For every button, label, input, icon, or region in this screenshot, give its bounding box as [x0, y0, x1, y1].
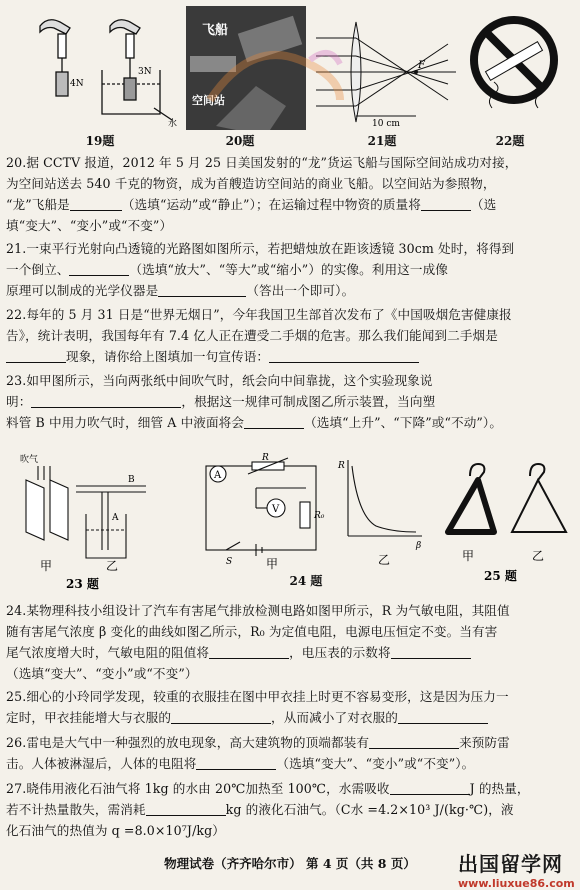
answer-blank[interactable] — [390, 782, 470, 795]
answer-blank[interactable] — [196, 757, 276, 770]
page-footer: 物理试卷（齐齐哈尔市） 第 4 页（共 8 页） — [164, 856, 416, 871]
q25-line2-b: ，从而减小了对衣服的 — [271, 710, 398, 725]
figure-21 — [316, 20, 456, 130]
figure-25-hangers — [440, 456, 576, 586]
figure-24-circuit — [196, 452, 336, 572]
answer-blank[interactable] — [6, 350, 66, 363]
q27-line1-b: J 的热量， — [469, 781, 530, 796]
label-beta: β — [416, 541, 422, 551]
label-water: 水 — [168, 119, 178, 128]
caption-22: 22题 — [495, 134, 525, 148]
q21-line1: 21.一束平行光射向凸透镜的光路图如图所示，若把蜡烛放在距该透镜 30cm 处时，将得到 — [6, 241, 515, 256]
site-logo[interactable] — [458, 848, 576, 890]
q23-line2: 明： — [6, 394, 32, 409]
question-25 — [6, 686, 574, 728]
label-jia-25: 甲 — [462, 549, 475, 563]
caption-20: 20题 — [225, 134, 255, 148]
answer-blank[interactable] — [209, 646, 289, 659]
q26-line1: 26.雷电是大气中一种强烈的放电现象，高大建筑物的顶端都装有 — [6, 735, 370, 750]
q23-line3: 料管 B 中用力吹气时，细管 A 中液面将会 — [6, 415, 245, 430]
q20-line1: 20.据 CCTV 报道，2012 年 5 月 25 日美国发射的“龙”货运飞船与国际空间站成功对接， — [6, 155, 518, 170]
label-voltmeter: V — [272, 504, 280, 515]
q21-line3: 原理可以制成的光学仪器是 — [6, 283, 159, 298]
q21-line2: 一个倒立、 — [6, 262, 70, 277]
answer-blank[interactable] — [171, 711, 271, 724]
label-4n: 4N — [70, 79, 84, 89]
label-blow: 吹气 — [20, 455, 39, 465]
answer-blank[interactable] — [421, 198, 471, 211]
answer-blank[interactable] — [369, 736, 459, 749]
label-3n: 3N — [138, 67, 152, 77]
q24-line3: 尾气浓度增大时，气敏电阻的阻值将 — [6, 645, 210, 660]
label-r: R — [262, 453, 269, 463]
q27-line2: 若不计热量散失，需消耗 — [6, 802, 146, 817]
label-ship: 飞船 — [202, 23, 229, 38]
answer-blank[interactable] — [244, 416, 304, 429]
label-station: 空间站 — [192, 94, 225, 107]
q23-line2-b: ，根据这一规律可制成图乙所示装置，当向塑 — [181, 394, 436, 409]
question-27 — [6, 778, 574, 841]
label-yi-25: 乙 — [532, 549, 545, 563]
label-jia-24: 甲 — [266, 557, 279, 571]
label-yi: 乙 — [106, 559, 119, 573]
q21-line2-b: （选填“放大”、“等大”或“缩小”）的实像。利用这一成像 — [129, 262, 448, 277]
answer-blank[interactable] — [146, 803, 226, 816]
q20-line4: 填“变大”、“变小”或“不变”） — [6, 218, 173, 233]
q20-line3-c: （选 — [470, 197, 497, 212]
q26-line1-b: 来预防雷 — [459, 735, 510, 750]
label-distance: 10 cm — [372, 119, 400, 129]
q26-line2: 击。人体被淋湿后，人体的电阻将 — [6, 756, 197, 771]
logo-name: 出国留学网 — [458, 852, 563, 876]
label-yi-24: 乙 — [378, 553, 391, 567]
q24-line3-b: ，电压表的示数将 — [289, 645, 391, 660]
answer-blank[interactable] — [269, 350, 419, 363]
q20-line3-b: （选填“运动”或“静止”）；在运输过程中物资的质量将 — [121, 197, 421, 212]
q27-line1: 27.晓伟用液化石油气将 1kg 的水由 20℃加热至 100℃，水需吸收 — [6, 781, 390, 796]
label-ammeter: A — [214, 470, 222, 481]
question-24 — [6, 600, 574, 684]
q25-line2: 定时，甲衣挂能增大与衣服的 — [6, 710, 172, 725]
q22-line2: 告》，统计表明，我国每年有 7.4 亿人正在遭受二手烟的危害。那么我们能闻到二手烟是 — [6, 328, 498, 343]
q27-line3: 化石油气的热值为 q =8.0×10⁷J/kg） — [6, 823, 226, 838]
figure-22-no-smoking — [462, 16, 566, 124]
answer-blank[interactable] — [398, 711, 488, 724]
caption-21: 21题 — [367, 134, 397, 148]
q20-line3-a: “龙”飞船是 — [6, 197, 70, 212]
label-a: A — [112, 513, 119, 523]
label-r0: R₀ — [314, 511, 325, 521]
question-26 — [6, 732, 574, 774]
question-22 — [6, 304, 574, 367]
label-s: S — [226, 557, 233, 567]
figure-23 — [16, 450, 166, 590]
label-focus: F — [418, 60, 425, 71]
q27-line2-b: kg 的液化石油气。（C水 =4.2×10³ J/(kg·℃)，液 — [225, 802, 514, 817]
q24-line1: 24.某物理科技小组设计了汽车有害尾气排放检测电路如图甲所示，R 为气敏电阻，其阻值 — [6, 603, 510, 618]
q23-line3-b: （选填“上升”、“下降”或“不动”）。 — [304, 415, 503, 430]
q22-line3: 现象，请你给上图填加一句宣传语： — [66, 349, 270, 364]
figure-19 — [30, 8, 180, 128]
answer-blank[interactable] — [391, 646, 471, 659]
label-graph-r: R — [338, 461, 345, 471]
q24-line2: 随有害尾气浓度 β 变化的曲线如图乙所示，R₀ 为定值电阻，电源电压恒定不变。当有害 — [6, 624, 498, 639]
question-23 — [6, 370, 574, 433]
q22-line1: 22.每年的 5 月 31 日是“世界无烟日”，今年我国卫生部首次发布了《中国吸烟危害健康报 — [6, 307, 512, 322]
q26-line2-b: （选填“变大”、“变小”或“不变”）。 — [276, 756, 475, 771]
q20-line2: 为空间站送去 540 千克的物资，成为首艘造访空间站的商业飞船。以空间站为参照物， — [6, 176, 496, 191]
figure-20 — [186, 6, 306, 130]
label-jia: 甲 — [40, 559, 53, 573]
logo-url: www.liuxue86.com — [458, 877, 575, 890]
answer-blank[interactable] — [69, 263, 129, 276]
caption-23: 23 题 — [66, 577, 99, 590]
answer-blank[interactable] — [158, 284, 246, 297]
label-b: B — [128, 475, 135, 485]
answer-blank[interactable] — [31, 395, 181, 408]
q24-line4: （选填“变大”、“变小”或“不变”） — [6, 666, 198, 681]
q21-line3-b: （答出一个即可）。 — [246, 283, 355, 298]
q23-line1: 23.如甲图所示，当向两张纸中间吹气时，纸会向中间靠拢，这个实验现象说 — [6, 373, 433, 388]
answer-blank[interactable] — [70, 198, 122, 211]
caption-25: 25 题 — [484, 569, 517, 583]
q25-line1: 25.细心的小玲同学发现，较重的衣服挂在图中甲衣挂上时更不容易变形，这是因为压力一 — [6, 689, 509, 704]
figure-24-graph — [336, 456, 426, 568]
question-21 — [6, 238, 574, 301]
question-20 — [6, 152, 574, 236]
caption-19: 19题 — [85, 134, 115, 148]
caption-24: 24 题 — [289, 574, 323, 588]
